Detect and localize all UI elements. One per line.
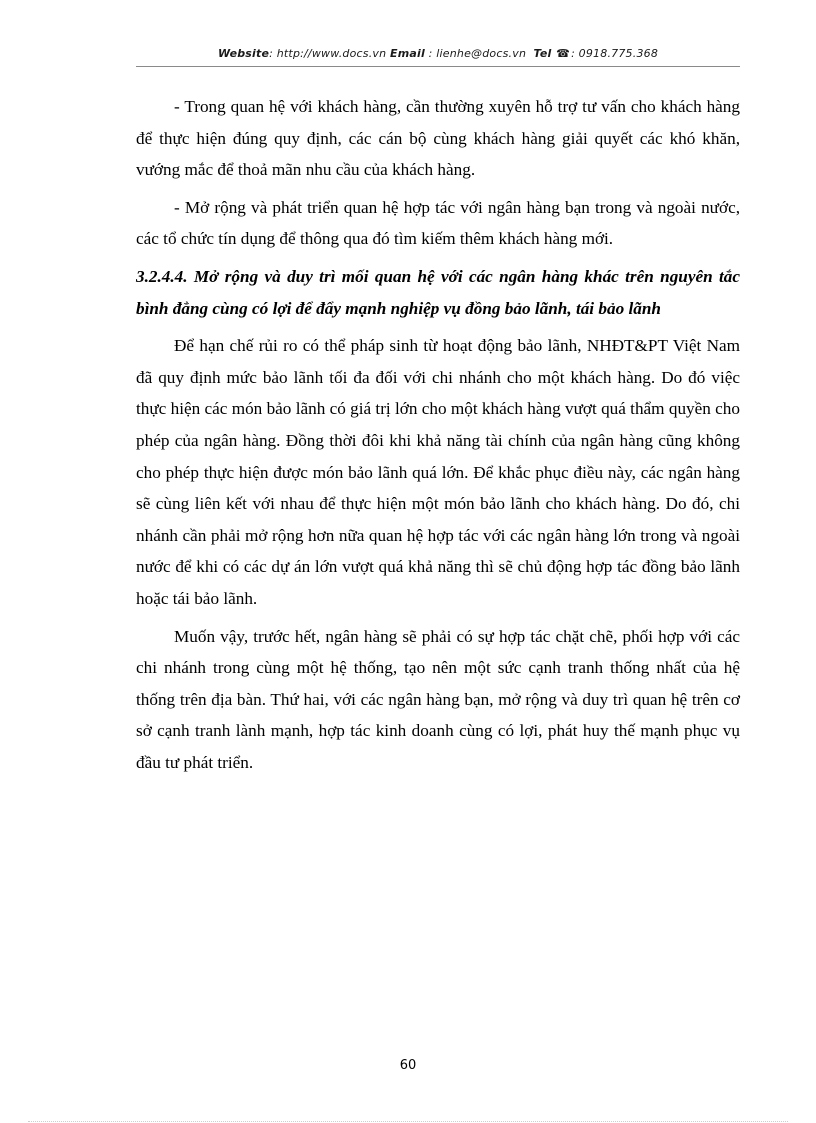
tel-value: : 0918.775.368 bbox=[571, 47, 659, 60]
email-label: Email bbox=[390, 47, 425, 60]
section-heading: 3.2.4.4. Mở rộng và duy trì mối quan hệ với các ngân hàng khác trên nguyên tắc bình đẳng cùng có lợi để đẩy mạnh nghiệp vụ đồng bảo lãnh, tái bảo lãnh bbox=[136, 266, 740, 318]
email-link[interactable]: : lienhe@docs.vn bbox=[428, 47, 527, 60]
paragraph-customer-relations: - Trong quan hệ với khách hàng, cần thường xuyên hỗ trợ tư vấn cho khách hàng để thực hiện đúng quy định, các cán bộ cùng khách hàng giải quyết các khó khăn, vướng mắc để thoả mãn nhu cầu của khách hàng. bbox=[136, 97, 740, 180]
website-link[interactable]: : http://www.docs.vn bbox=[269, 47, 387, 60]
paragraph-guarantee-limits: Để hạn chế rủi ro có thể pháp sinh từ hoạt động bảo lãnh, NHĐT&PT Việt Nam đã quy định mức bảo lãnh tối đa đối với chi nhánh cho một khách hàng. Do đó việc thực hiện các món bảo lãnh có giá trị lớn cho một khách hàng vượt quá thẩm quyền cho phép của ngân hàng. Đồng thời đôi khi khả năng tài chính của ngân hàng cũng không cho phép thực hiện được món bảo lãnh quá lớn. Để khắc phục điều này, các ngân hàng sẽ cùng liên kết với nhau để thực hiện một món bảo lãnh cho khách hàng. Do đó, chi nhánh cần phải mở rộng hơn nữa quan hệ hợp tác với các ngân hàng lớn trong và ngoài nước để khi có các dự án lớn vượt quá khả năng thì sẽ chủ động hợp tác đồng bảo lãnh hoặc tái bảo lãnh. bbox=[136, 336, 740, 608]
paragraph-partner-banks: - Mở rộng và phát triển quan hệ hợp tác với ngân hàng bạn trong và ngoài nước, các tổ chức tín dụng để thông qua đó tìm kiếm thêm khách hàng mới. bbox=[136, 197, 740, 249]
telephone-icon: ☎ bbox=[556, 47, 571, 60]
paragraph-cooperation: Muốn vậy, trước hết, ngân hàng sẽ phải có sự hợp tác chặt chẽ, phối hợp với các chi nhánh trong cùng một hệ thống, tạo nên một sức cạnh tranh thống nhất của hệ thống trên địa bàn. Thứ hai, với các ngân hàng bạn, mở rộng và duy trì quan hệ trên cơ sở cạnh tranh lành mạnh, hợp tác kinh doanh cùng có lợi, phát huy thế mạnh phục vụ đầu tư phát triển. bbox=[136, 626, 740, 772]
page-number: 60 bbox=[399, 1058, 417, 1073]
header-divider bbox=[136, 66, 740, 67]
website-label: Website bbox=[217, 47, 270, 60]
tel-label: Tel bbox=[533, 47, 552, 60]
page-header bbox=[136, 47, 740, 60]
footer-divider bbox=[28, 1121, 788, 1122]
document-body bbox=[136, 91, 740, 784]
